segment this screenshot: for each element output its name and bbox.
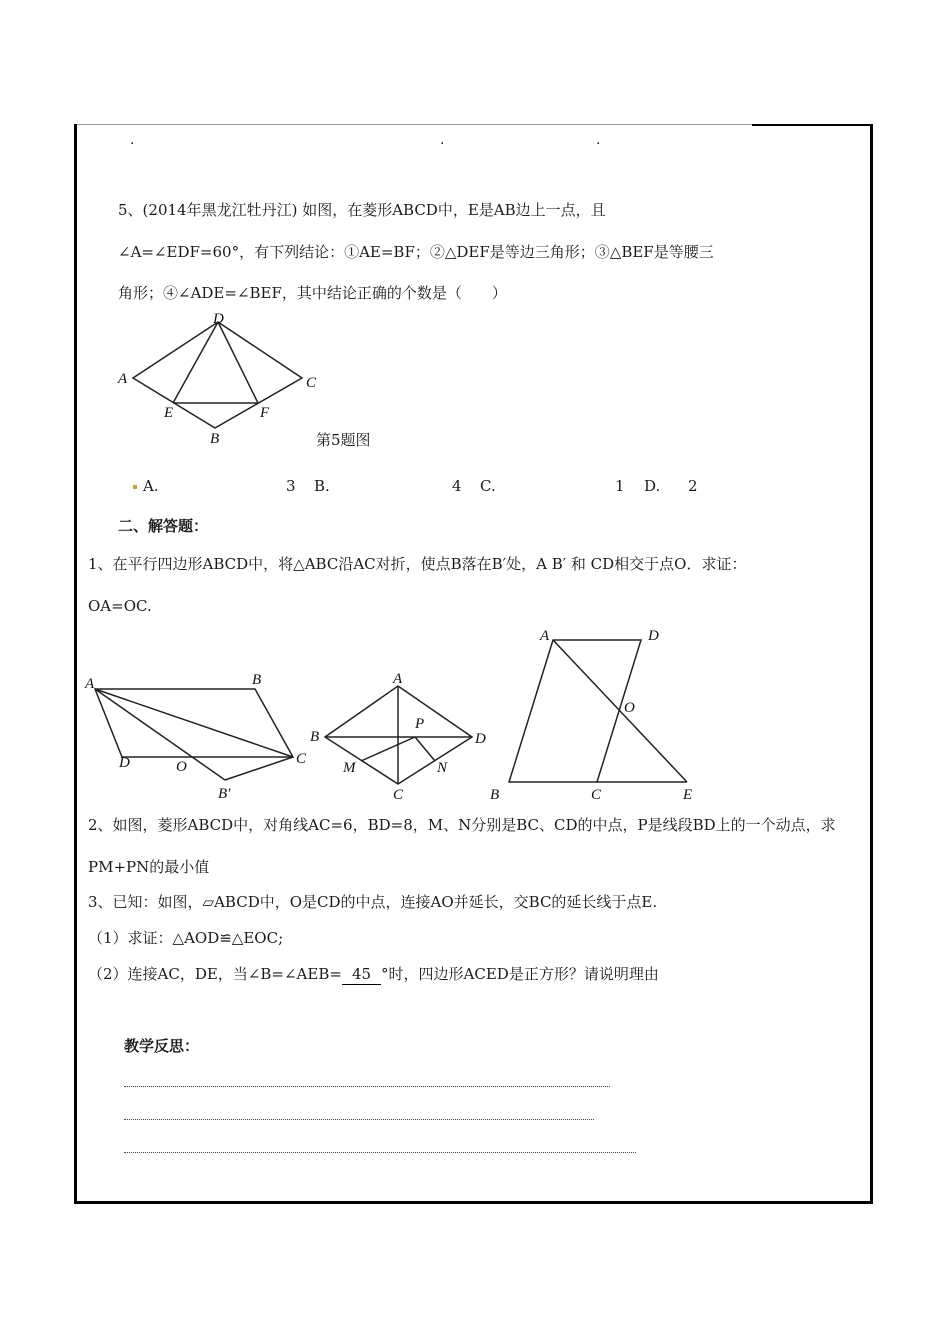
- top-dot-1: .: [130, 132, 135, 148]
- label-C: C: [591, 787, 602, 803]
- marker: [133, 485, 137, 489]
- label-C: C: [306, 375, 317, 391]
- label-E: E: [164, 405, 174, 421]
- label-A: A: [118, 371, 128, 387]
- label-A: A: [85, 676, 95, 692]
- label-A: A: [393, 671, 403, 687]
- problem3-sub2: （2）连接AC，DE，当∠B=∠AEB= 45 °时，四边形ACED是正方形？请说明理由: [88, 965, 659, 983]
- top-dot-2: .: [440, 132, 445, 148]
- label-B-prime: B′: [218, 786, 231, 802]
- label-O: O: [176, 759, 187, 775]
- label-C: C: [296, 751, 307, 767]
- problem3-answer: 45: [342, 964, 381, 985]
- label-D: D: [119, 755, 130, 771]
- problem3-figure: [485, 622, 710, 804]
- label-D: D: [213, 311, 224, 327]
- segment-MP: [361, 737, 415, 761]
- label-B: B: [252, 672, 262, 688]
- label-M: M: [343, 760, 356, 776]
- section2-heading: 二、解答题：: [118, 517, 209, 535]
- reflection-label: 教学反思：: [124, 1037, 200, 1055]
- q5-option-b: B.: [314, 477, 330, 495]
- segment-DF: [218, 322, 258, 403]
- problem1-line1: 1、在平行四边形ABCD中，将△ABC沿AC对折，使点B落在B′处，A B′ 和 CD相交于点O．求证：: [88, 555, 747, 573]
- q5-option-a-value: 3: [286, 477, 296, 495]
- label-P: P: [415, 716, 425, 732]
- frame-top-right-rule: [752, 124, 870, 126]
- label-O: O: [624, 700, 635, 716]
- problem2-figure: [305, 668, 495, 803]
- top-dot-3: .: [596, 132, 601, 148]
- q5-line3: 角形；④∠ADE=∠BEF，其中结论正确的个数是（ ）: [118, 284, 507, 302]
- segment-AE: [553, 640, 687, 782]
- reflection-line-2: [124, 1119, 594, 1120]
- problem1-line2: OA=OC.: [88, 597, 152, 615]
- segment-DE: [173, 322, 218, 403]
- label-D: D: [475, 731, 486, 747]
- q5-option-a: A.: [133, 476, 159, 496]
- rhombus-outline: [133, 322, 302, 428]
- q5-option-d: D.: [644, 477, 661, 495]
- label-F: F: [260, 405, 270, 421]
- problem1-figure: [80, 665, 320, 805]
- problem2-line1: 2、如图，菱形ABCD中，对角线AC=6，BD=8，M、N分别是BC、CD的中点，P是线段BD上的一个动点，求: [88, 816, 836, 834]
- label-A: A: [540, 628, 550, 644]
- problem3-sub1: （1）求证：△AOD≌△EOC;: [88, 929, 284, 947]
- label-D: D: [648, 628, 659, 644]
- segment-PN: [415, 737, 435, 761]
- q5-line2: ∠A=∠EDF=60°，有下列结论：①AE=BF；②△DEF是等边三角形；③△BEF是等腰三: [118, 243, 714, 261]
- label-E: E: [683, 787, 693, 803]
- problem3-line1: 3、已知：如图，▱ABCD中，O是CD的中点，连接AO并延长，交BC的延长线于点E.: [88, 893, 658, 911]
- parallelogram-ABCD: [509, 640, 641, 782]
- diagonal-AC: [95, 689, 293, 757]
- segment-AB2: [95, 689, 225, 780]
- label-C: C: [393, 787, 404, 803]
- reflection-line-1: [124, 1086, 610, 1087]
- q5-line1: 5、(2014年黑龙江牡丹江) 如图，在菱形ABCD中，E是AB边上一点，且: [118, 201, 606, 219]
- q5-option-b-value: 4: [452, 477, 462, 495]
- segment-B2C: [225, 757, 293, 780]
- label-B: B: [490, 787, 500, 803]
- problem2-line2: PM+PN的最小值: [88, 858, 210, 876]
- q5-rhombus-figure: [110, 310, 340, 450]
- q5-figure-caption: 第5题图: [316, 431, 371, 449]
- reflection-line-3: [124, 1152, 636, 1153]
- q5-option-c-value: 1: [615, 477, 625, 495]
- label-N: N: [437, 760, 448, 776]
- label-B: B: [210, 431, 220, 447]
- label-B: B: [310, 729, 320, 745]
- q5-option-c: C.: [480, 477, 496, 495]
- q5-option-d-value: 2: [688, 477, 698, 495]
